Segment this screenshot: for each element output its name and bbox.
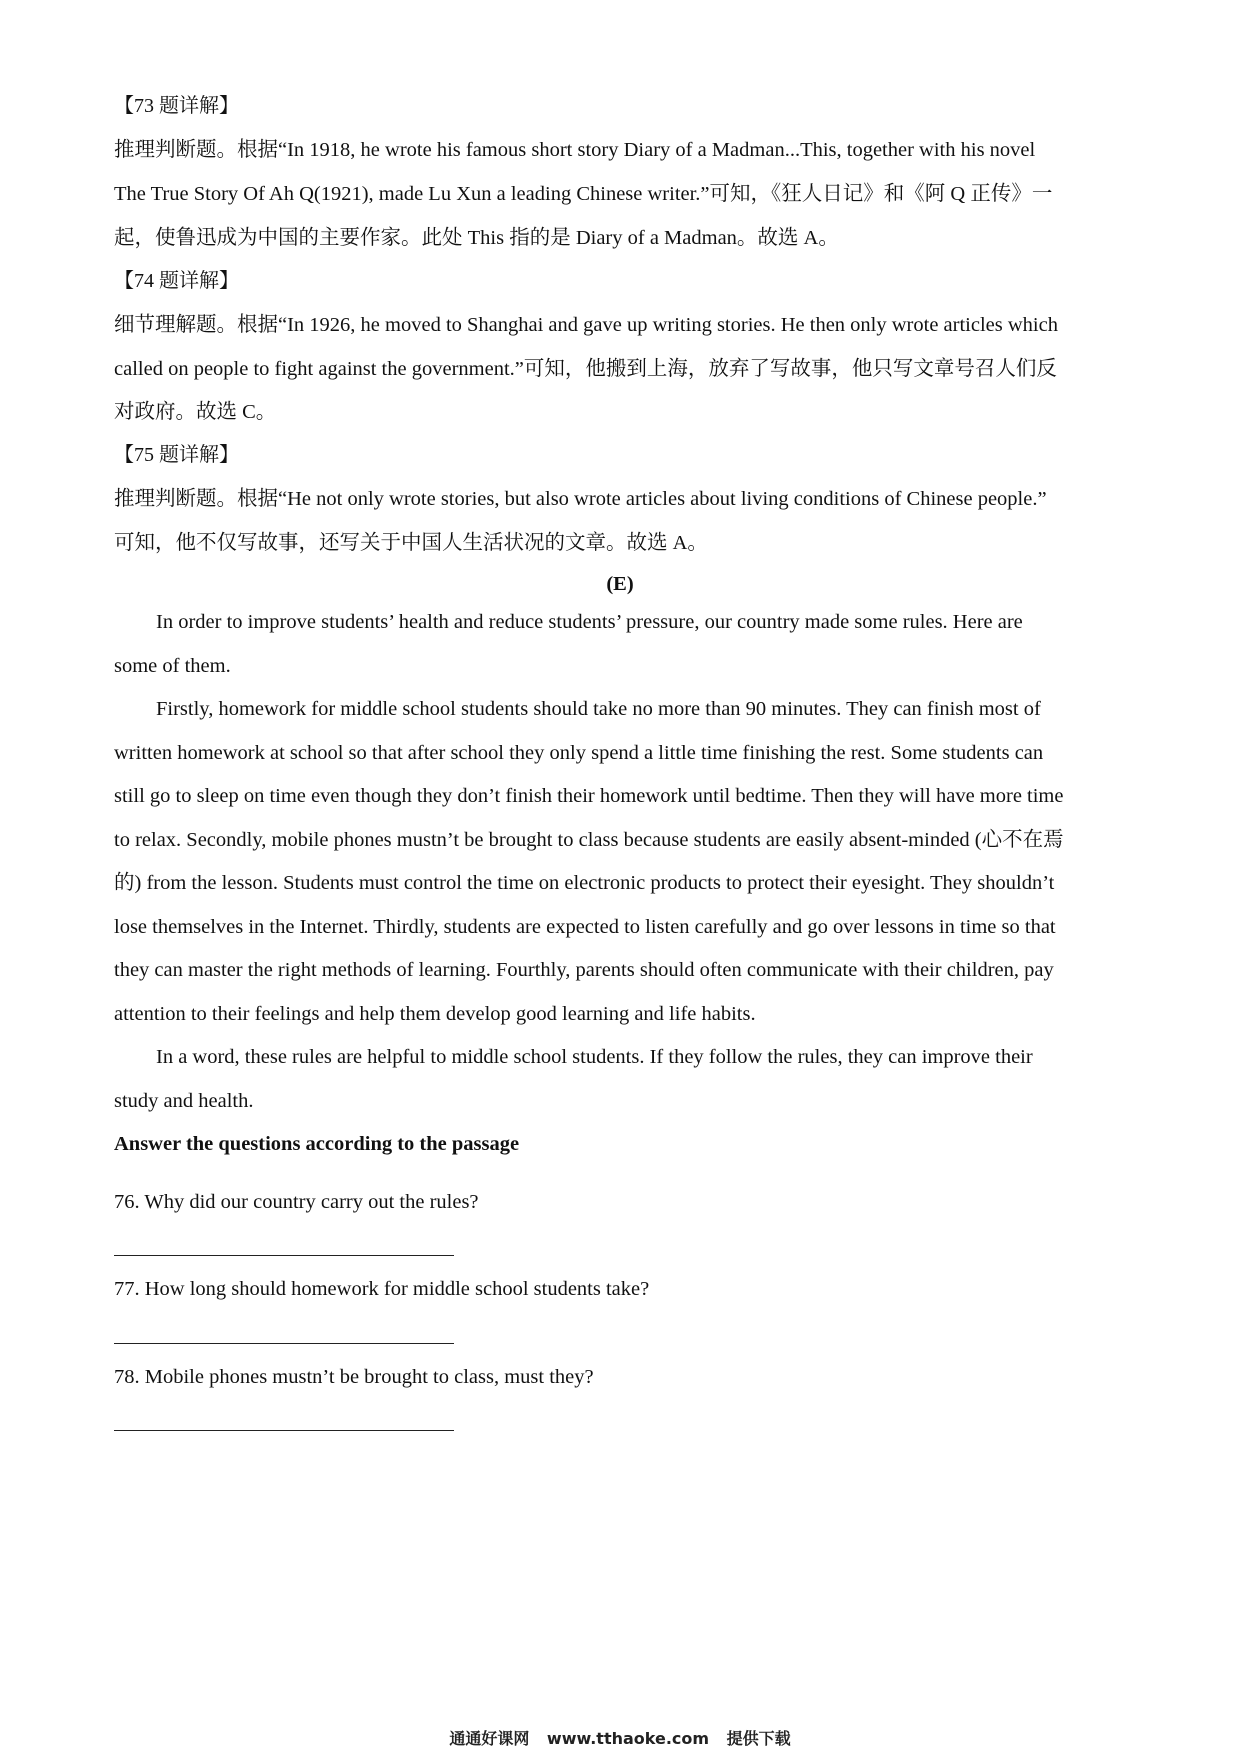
passage-line: 的) from the lesson. Students must control the time on electronic products to protect their eyesight. They shouldn’t [114, 872, 1055, 894]
passage-line: lose themselves in the Internet. Thirdly, students are expected to listen carefully and go over lessons in time so that [114, 916, 1056, 938]
passage-line: they can master the right methods of learning. Fourthly, parents should often communicate with their children, pay [114, 959, 1054, 981]
passage-line: study and health. [114, 1090, 254, 1112]
question-77: 77. How long should homework for middle school students take? [114, 1278, 650, 1300]
q75-line-2: 可知，他不仅写故事，还写关于中国人生活状况的文章。故选 A。 [114, 532, 708, 554]
passage-line: In a word, these rules are helpful to middle school students. If they follow the rules, they can improve their [156, 1046, 1033, 1068]
passage-line: In order to improve students’ health and reduce students’ pressure, our country made some rules. Here are [156, 611, 1023, 633]
footer-site-name: 通通好课网 [449, 1729, 530, 1748]
passage-line: to relax. Secondly, mobile phones mustn’t be brought to class because students are easily absent-minded (心不在焉 [114, 829, 1064, 851]
question-76: 76. Why did our country carry out the rules? [114, 1191, 479, 1213]
q74-line-1: 细节理解题。根据“In 1926, he moved to Shanghai and gave up writing stories. He then only wrote articles which [114, 314, 1058, 336]
answer-line-77[interactable] [114, 1343, 454, 1344]
passage-line: still go to sleep on time even though they don’t finish their homework until bedtime. Then they will have more time [114, 785, 1064, 807]
footer-suffix: 提供下载 [726, 1729, 791, 1748]
q73-line-1: 推理判断题。根据“In 1918, he wrote his famous short story Diary of a Madman...This, together with his novel [114, 139, 1036, 161]
answer-line-78[interactable] [114, 1430, 454, 1431]
passage-line: written homework at school so that after school they only spend a little time finishing the rest. Some students can [114, 742, 1044, 764]
passage-line: some of them. [114, 655, 231, 677]
q73-heading: 【73 题详解】 [114, 95, 239, 117]
answer-line-76[interactable] [114, 1255, 454, 1256]
q74-line-3: 对政府。故选 C。 [114, 401, 277, 423]
passage-line: attention to their feelings and help them develop good learning and life habits. [114, 1003, 756, 1025]
q75-heading: 【75 题详解】 [114, 444, 239, 466]
passage-title: (E) [606, 573, 634, 595]
q74-line-2: called on people to fight against the government.”可知，他搬到上海，放弃了写故事，他只写文章号召人们反 [114, 358, 1057, 380]
q74-heading: 【74 题详解】 [114, 270, 239, 292]
page-footer [0, 1729, 1240, 1749]
task-instruction: Answer the questions according to the passage [114, 1133, 520, 1155]
passage-line: Firstly, homework for middle school students should take no more than 90 minutes. They can finish most of [156, 698, 1041, 720]
q73-line-3: 起，使鲁迅成为中国的主要作家。此处 This 指的是 Diary of a Madman。故选 A。 [114, 227, 839, 249]
q75-line-1: 推理判断题。根据“He not only wrote stories, but also wrote articles about living conditions of Chinese people.” [114, 488, 1047, 510]
q73-line-2: The True Story Of Ah Q(1921), made Lu Xun a leading Chinese writer.”可知，《狂人日记》和《阿 Q 正传》一 [114, 183, 1053, 205]
question-78: 78. Mobile phones mustn’t be brought to class, must they? [114, 1366, 594, 1388]
footer-url[interactable]: www.tthaoke.com [546, 1729, 710, 1748]
